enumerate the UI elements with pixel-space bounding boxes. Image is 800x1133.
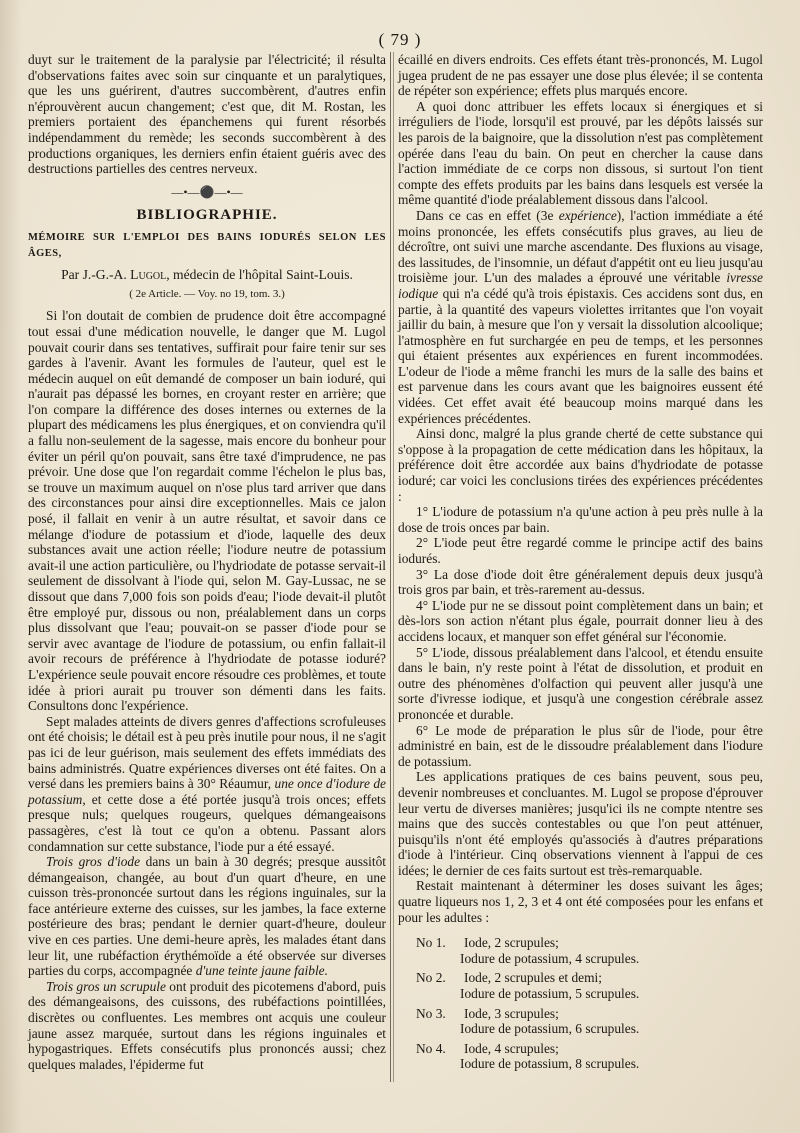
- text-run: dans un bain à 30 degrés; presque aussitôt démangeaison, changée, au bout d'un quart d'heure, en une cuisson très-prononcée surtout dans les régions inguinales, sur la face antérieure externe des cuisses, sur les jambes, la face externe postérieure des bras; pendant le dernier quart-d'heure, douleur vive en ces parties. Une demi-heure après, les malades étant dans leur lit, une rubéfaction érythémoïde a été observée sur diverses parties du corps, accompagnée: [28, 854, 386, 979]
- emphasis: d'une teinte jaune faible.: [195, 963, 328, 979]
- paragraph: Les applications pratiques de ces bains peuvent, sous peu, devenir nombreuses et concluantes. M. Lugol se propose d'éprouver leur vertu de diverses manières; jusqu'ici ils ne compte ntentre ses mains que des succès contestables ou que l'on peut atténuer, puisqu'ils n'ont été employés qu'associés à d'autres préparations d'iode à l'intérieur. Cinq observations viennent à l'appui de ces idées; le dernier de ces faits surtout est très-remarquable.: [398, 769, 763, 878]
- ornament-divider: —•—⚫—•—: [171, 184, 243, 199]
- emphasis: Trois gros d'iode: [46, 854, 141, 870]
- dose-line: Iodure de potassium, 4 scrupules.: [460, 950, 640, 966]
- article-reference: ( 2e Article. — Voy. no 19, tom. 3.): [129, 287, 285, 300]
- paragraph: Ainsi donc, malgré la plus grande cherté de cette substance qui s'oppose à la propagation de cette médication dans les hôpitaux, la préférence doit être accordée aux bains d'hydriodate de potasse ioduré; car voici les conclusions tirées des expériences précédentes :: [398, 426, 763, 504]
- dose-line: Iode, 3 scrupules;: [464, 1005, 559, 1021]
- paragraph: écaillé en divers endroits. Ces effets étant très-prononcés, M. Lugol jugea prudent de ne pas essayer une dose plus élevée; il se contenta de répéter son expérience; effets plus marqués encore.: [398, 52, 763, 99]
- dose-number: No 4.: [416, 1040, 446, 1056]
- dose-number: No 3.: [416, 1005, 446, 1021]
- author-line: [28, 267, 386, 283]
- paragraph: Restait maintenant à déterminer les doses suivant les âges; quatre liqueurs nos 1, 2, 3 et 4 ont été composées pour les enfans et pour les adultes :: [398, 878, 763, 925]
- left-column: [28, 52, 386, 1072]
- text-run: ), l'action immédiate a été moins prononcée, les effets consécutifs plus graves, au lieu de décroître, ont suivi une marche ascendante. Des fluxions au visage, des lassitudes, de l'insomnie, un défaut d'appétit ont eu lieu jusqu'au troisième jour. L'un des malades a éprouvé une véritable: [398, 207, 763, 286]
- text-run: Dans ce cas en effet (3e: [416, 207, 559, 223]
- emphasis: expérience: [558, 207, 617, 223]
- dose-line: Iode, 2 scrupules;: [464, 935, 559, 951]
- paragraph: Si l'on doutait de combien de prudence doit être accompagné tout essai d'une médication nouvelle, le danger que M. Lugol pouvait courir dans ses tentatives, suffirait pour faire tenir sur ses gardes à l'avenir. Avant les formules de l'auteur, quel est le médecin auquel on eût demandé de composer un bain ioduré, qui n'aurait pas dépassé les bornes, en croyant rester en arrière; que l'on compare la différence des doses internes ou externes de la plupart des médicamens les plus énergiques, et on conviendra qu'il a fallu non-seulement de la sagesse, mais encore du bonheur pour éviter un péril qu'on pouvait, sans être taxé d'imprudence, ne pas prévoir. Une dose que l'on regardait comme l'échelon le plus bas, se trouve un maximum auquel on n'ose plus tard arriver que dans des circonstances pour ainsi dire exceptionnelles. Mais ce jalon posé, il fallait en venir à un autre résultat, et savoir dans ce mélange d'iodure de potassium et d'iode, laquelle des deux substances avait une action réelle; l'iodure neutre de potassium avait-il une action particulière, ou l'hydriodate de potasse servait-il seulement de dissolvant à l'iode qui, selon M. Gay-Lussac, ne se dissout que dans 7,000 fois son poids d'eau; l'iode devait-il plutôt être employé pur, dissous ou non, préalablement dans un corps plus dissolvant que l'eau; pouvait-on se passer d'iode pour se servir avec avantage de l'iodure de potassium, ou enfin fallait-il avoir recours de préférence à l'hydriodate de potasse ioduré? L'expérience seule pouvait encore résoudre ces problèmes, et toute idée à priori aurait pu trouver son démenti dans les faits. Consultons donc l'expérience.: [28, 308, 386, 714]
- page-edge-shadow: [0, 0, 22, 1133]
- text-run: qui n'a cédé qu'à trois épistaxis. Ces accidens sont dus, en partie, à la quantité des vapeurs violettes irritantes que l'on voyait jaillir du bain, à mesure que l'on y versait la dissolution alcoolique; l'atmosphère en fut surchargée en peu de temps, et les personnes qui étaient présentes aux expériences en furent incommodées. L'odeur de l'iode a même franchi les murs de la salle des bains et est parvenue dans les cours avant que les baignoires eussent été vidées. Cet effet avait été beaucoup moins marqué dans les expériences précédentes.: [398, 285, 763, 426]
- dose-line: Iode, 2 scrupules et demi;: [464, 970, 602, 986]
- paragraph: [28, 714, 386, 854]
- dose-item: [398, 970, 763, 1001]
- dose-number: No 1.: [416, 935, 446, 951]
- dose-item: [398, 1006, 763, 1037]
- paragraph: A quoi donc attribuer les effets locaux si énergiques et si irréguliers de l'iode, lorsqu'il est prouvé, par les dépôts laissés sur les parois de la baignoire, que la dissolution n'est pas complètement opérée dans l'eau du bain. On peut en chercher la cause dans l'action immédiate de ce corps non dissous, si surtout l'on tient compte des effets produits par les bains dans lesquels est versée la même quantité d'iode préalablement dissous dans l'alcool.: [398, 98, 763, 208]
- conclusion-item: 4° L'iode pur ne se dissout point complètement dans un bain; et dès-lors son action n'étant plus égale, pourrait donner lieu à des accidens locaux, et manquer son effet général sur l'économie.: [398, 597, 763, 644]
- text-run: ont produit des picotemens d'abord, puis des démangeaisons, des cuissons, des rubéfactions pointillées, discrètes ou confluentes. Les membres ont acquis une couleur jaune assez marquée, surtout dans les régions inguinales et hypogastriques. Effets consécutifs plus prononcés aussi; chez quelques malades, l'épiderme fut: [28, 978, 386, 1072]
- dose-item: [398, 935, 763, 966]
- conclusion-item: 3° La dose d'iode doit être généralement depuis deux jusqu'à trois gros par bain, et très-rarement au-dessus.: [398, 566, 763, 598]
- emphasis: Trois gros un scrupule: [46, 978, 166, 994]
- conclusion-item: 5° L'iode, dissous préalablement dans l'alcool, et étendu ensuite dans le bain, n'y reste point à l'état de dissolution, et produit en outre des phénomènes d'olfaction qui peuvent aller jusqu'à une sorte d'ivresse iodique, et jusqu'à une congestion cérébrale assez prononcée et durable.: [398, 644, 763, 722]
- author-prefix: Par: [61, 267, 83, 283]
- conclusion-item: 6° Le mode de préparation le plus sûr de l'iode, pour être administré en bain, est de le dissoudre préalablement dans l'iodure de potassium.: [398, 722, 763, 769]
- section-title: BIBLIOGRAPHIE.: [136, 207, 278, 224]
- conclusion-item: 2° L'iode peut être regardé comme le principe actif des bains iodurés.: [398, 535, 763, 566]
- dose-line: Iode, 4 scrupules;: [464, 1040, 559, 1056]
- text-run: Sept malades atteints de divers genres d'affections scrofuleuses ont été choisis; le détail est à peu près inutile pour nous, il ne s'agit pas ici de leur guérison, mais seulement des effets immédiats des bains administrés. Quatre expériences diverses ont été faites. On a versé dans les premiers bains à 30° Réaumur,: [28, 713, 386, 792]
- author-suffix: , médecin de l'hôpital Saint-Louis.: [166, 267, 353, 283]
- text-run: , et cette dose a été portée jusqu'à trois onces; effets presque nuls; quelques rougeurs, quelques démangeaisons passagères, c'est là tout ce qu'on a obtenu. Passant alors condamnation sur cette substance, l'iode pur a été essayé.: [28, 791, 386, 854]
- dose-number: No 2.: [416, 970, 446, 986]
- dose-list: [398, 935, 763, 1072]
- page-number: ( 79 ): [378, 30, 422, 49]
- emphasis: ivresse iodique: [398, 270, 763, 301]
- dose-line: Iodure de potassium, 8 scrupules.: [460, 1056, 640, 1072]
- paragraph: [28, 979, 386, 1073]
- author-name: J.-G.-A. Lugol: [82, 267, 167, 283]
- conclusion-item: 1° L'iodure de potassium n'a qu'une action à peu près nulle à la dose de trois onces par bain.: [398, 504, 763, 535]
- paragraph: [28, 854, 386, 979]
- memoir-title: MÉMOIRE SUR L'EMPLOI DES BAINS IODURÉS SELON LES ÂGES,: [28, 231, 386, 259]
- dose-item: [398, 1041, 763, 1072]
- dose-line: Iodure de potassium, 6 scrupules.: [460, 1021, 640, 1037]
- column-rule: [393, 52, 394, 1082]
- column-rule: [390, 52, 391, 1082]
- dose-line: Iodure de potassium, 5 scrupules.: [460, 986, 640, 1002]
- paragraph: duyt sur le traitement de la paralysie par l'électricité; il résulta d'observations faites avec soin sur cinquante et un paralytiques, que les uns guérirent, d'autres succombèrent, d'autres enfin n'éprouvèrent aucun changement; c'est que, dit M. Rostan, les premiers portaient des épanchemens qui furent résorbés indépendamment du remède; les seconds succombèrent à des productions organiques, les derniers enfin étaient guéris avec des destructions partielles des centres nerveux.: [28, 52, 386, 177]
- emphasis: une once d'iodure de potassium: [28, 776, 386, 807]
- paragraph: [398, 208, 763, 426]
- right-column: [398, 52, 763, 1076]
